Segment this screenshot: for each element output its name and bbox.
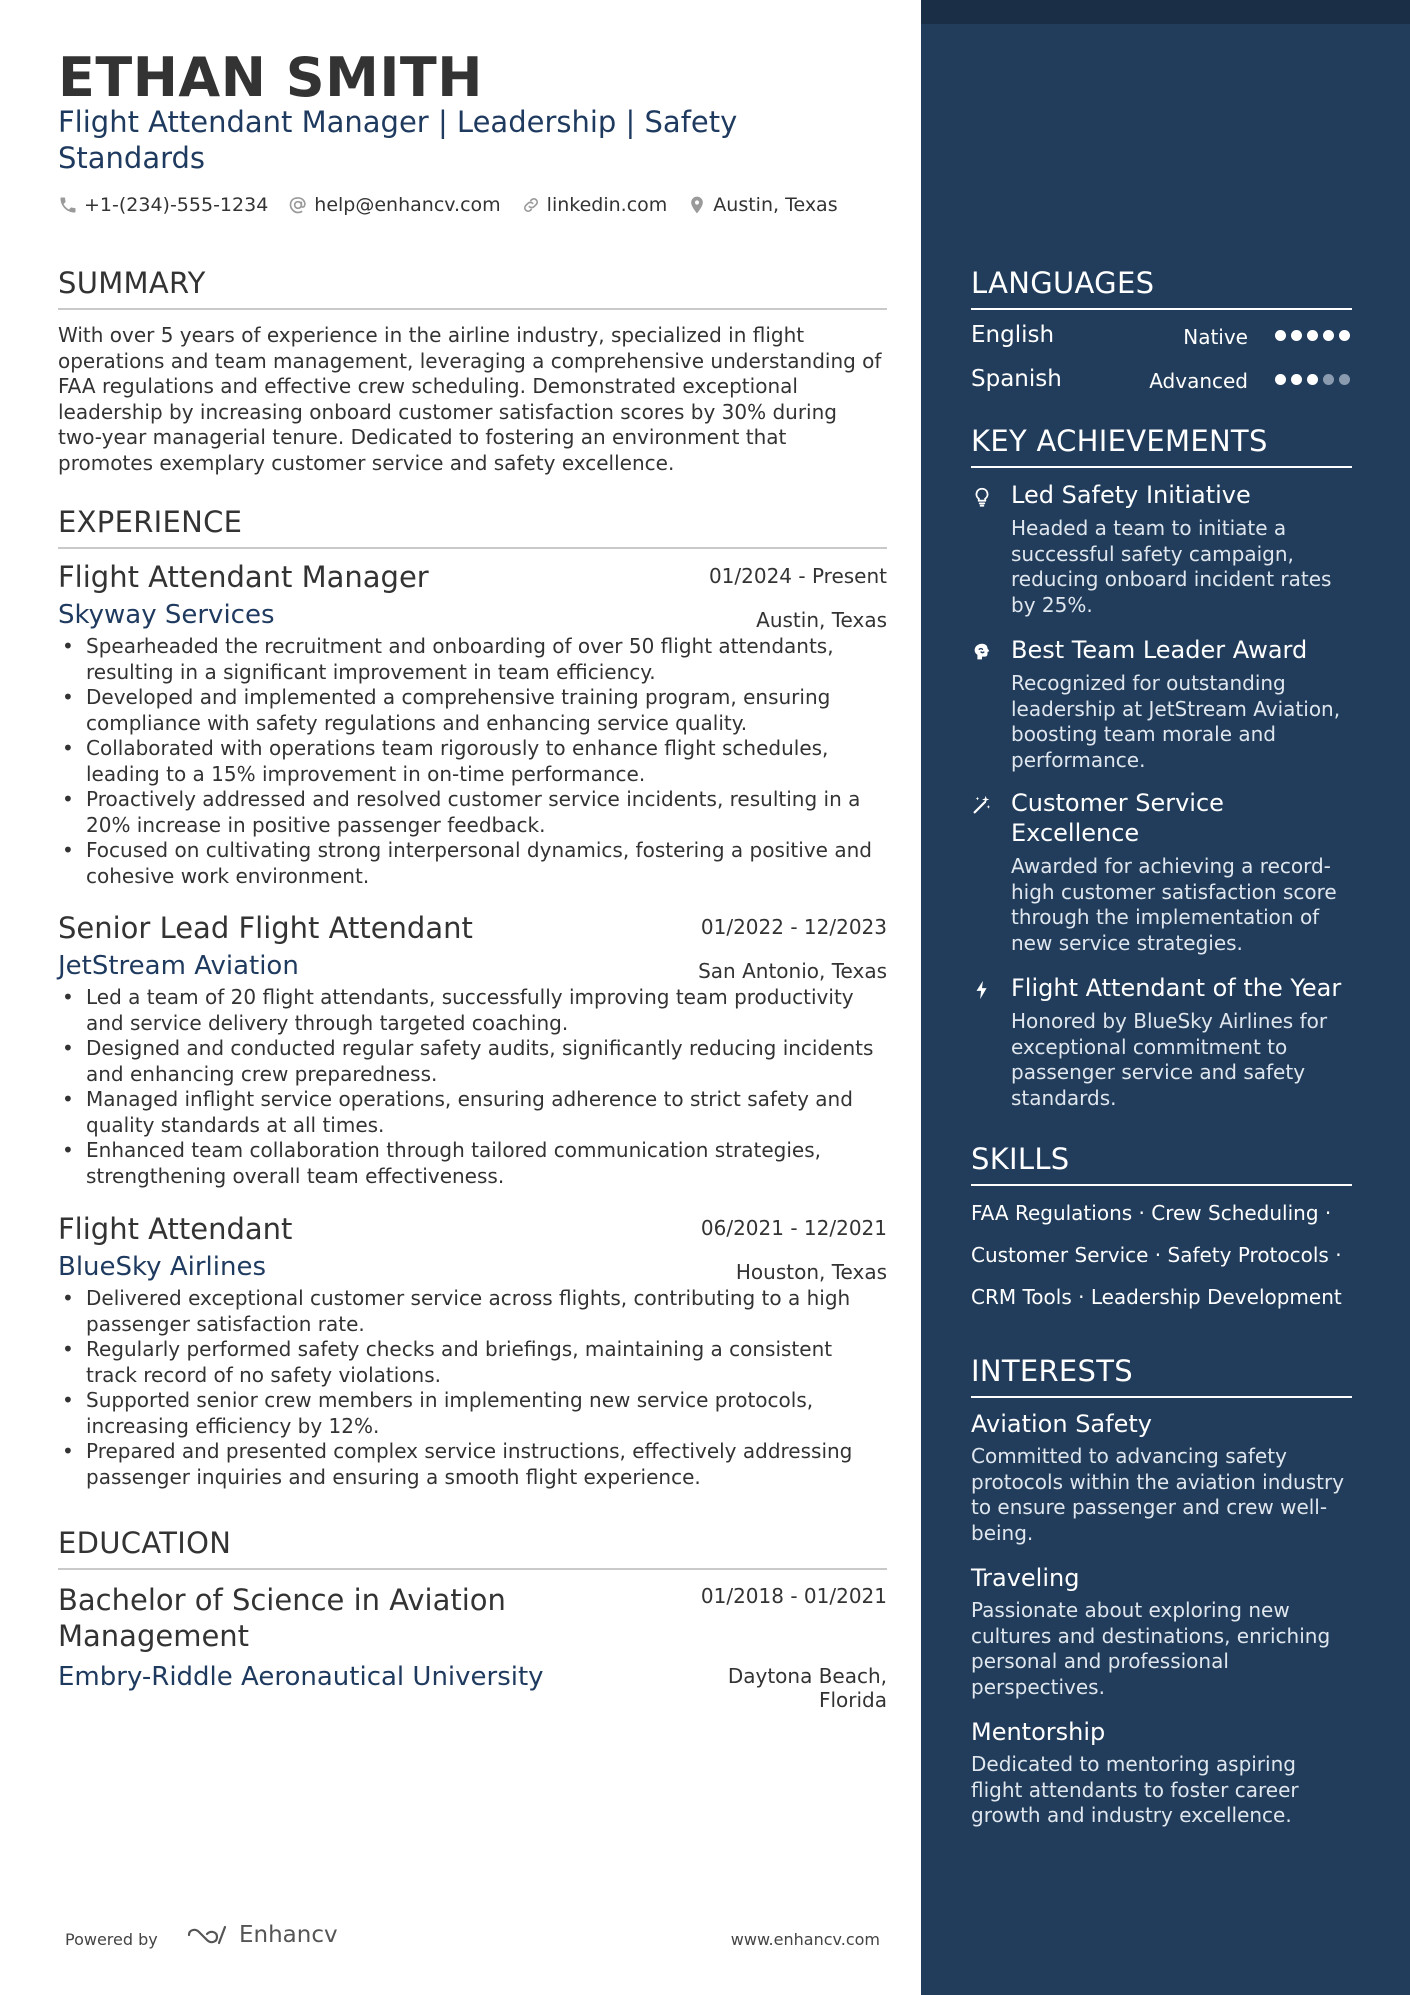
bullet: • Delivered exceptional customer service across flights, contributing to a high passenger satisfaction rate. — [58, 1286, 887, 1337]
dot-filled — [1291, 374, 1302, 385]
skills-heading: SKILLS — [971, 1142, 1352, 1186]
achievement-desc: Recognized for outstanding leadership at JetStream Aviation, boosting team morale and performance. — [1011, 671, 1341, 772]
bullet: • Supported senior crew members in implementing new service protocols, increasing efficiency by 12%. — [58, 1388, 887, 1439]
dot-filled — [1307, 374, 1318, 385]
contact-text: +1-(234)-555-1234 — [84, 194, 269, 216]
contact-text: Austin, Texas — [713, 194, 838, 216]
brand-name: Enhancv — [239, 1922, 338, 1948]
job-title: Flight Attendant Manager — [58, 560, 429, 594]
achievements-heading: KEY ACHIEVEMENTS — [971, 424, 1352, 468]
proficiency-dots — [1275, 374, 1350, 385]
at-icon — [288, 195, 308, 215]
bullet: • Managed inflight service operations, ensuring adherence to strict safety and quality standards at all times. — [58, 1087, 887, 1138]
interest-title: Aviation Safety — [971, 1410, 1152, 1438]
interest-item — [971, 1718, 1352, 1829]
job-entry — [58, 560, 887, 889]
sidebar — [921, 0, 1410, 1995]
company-name: BlueSky Airlines — [58, 1252, 266, 1282]
powered-by-label: Powered by — [65, 1930, 158, 1949]
footer — [65, 1922, 880, 1949]
degree: Bachelor of Science in Aviation Management — [58, 1583, 506, 1653]
bullet: • Collaborated with operations team rigorously to enhance flight schedules, leading to a 15% improvement in on-time performance. — [58, 736, 887, 787]
language-level: Advanced — [1149, 369, 1248, 393]
job-location: San Antonio, Texas — [698, 959, 887, 983]
education-heading: EDUCATION — [58, 1526, 887, 1570]
job-title: Senior Lead Flight Attendant — [58, 911, 473, 945]
magic-wand-icon — [971, 794, 993, 816]
interests-heading: INTERESTS — [971, 1354, 1352, 1398]
bullet: • Prepared and presented complex service instructions, effectively addressing passenger inquiries and ensuring a smooth flight experience. — [58, 1439, 887, 1490]
achievement-item — [971, 480, 1352, 618]
interest-item — [971, 1410, 1352, 1546]
interest-desc: Dedicated to mentoring aspiring flight attendants to foster career growth and industry excellence. — [971, 1752, 1299, 1827]
interest-title: Traveling — [971, 1564, 1080, 1592]
lightning-icon — [971, 979, 993, 1001]
interest-title: Mentorship — [971, 1718, 1106, 1746]
bullet: • Developed and implemented a comprehensive training program, ensuring compliance with safety regulations and enhancing service quality. — [58, 685, 887, 736]
footer-url[interactable]: www.enhancv.com — [730, 1930, 880, 1949]
skills-list — [971, 1192, 1371, 1318]
phone-icon — [58, 195, 78, 215]
dot-empty — [1339, 374, 1350, 385]
contact-location — [687, 194, 837, 216]
brain-icon — [971, 641, 993, 663]
interest-desc: Committed to advancing safety protocols within the aviation industry to ensure passenger and crew well-being. — [971, 1444, 1345, 1545]
achievement-title: Flight Attendant of the Year — [1011, 974, 1342, 1002]
job-title: Flight Attendant — [58, 1212, 293, 1246]
dot-filled — [1323, 330, 1334, 341]
job-entry — [58, 1212, 887, 1490]
dot-filled — [1339, 330, 1350, 341]
location-icon — [687, 195, 707, 215]
interest-desc: Passionate about exploring new cultures and destinations, enriching personal and professional perspectives. — [971, 1598, 1331, 1699]
job-date: 01/2024 - Present — [708, 564, 887, 588]
dot-filled — [1275, 374, 1286, 385]
achievement-item — [971, 635, 1352, 773]
skills-line: CRM Tools · Leadership Development — [971, 1285, 1342, 1309]
school-name: Embry-Riddle Aeronautical University — [58, 1662, 544, 1692]
language-name: English — [971, 322, 1055, 348]
job-date: 06/2021 - 12/2021 — [700, 1216, 887, 1240]
language-row — [971, 322, 1352, 348]
link-icon — [521, 195, 541, 215]
achievement-title: Led Safety Initiative — [1011, 481, 1251, 509]
achievement-desc: Awarded for achieving a record-high customer satisfaction score through the implementation of new service strategies. — [1011, 854, 1337, 955]
bullet: • Focused on cultivating strong interpersonal dynamics, fostering a positive and cohesive work environment. — [58, 838, 887, 889]
headline: Flight Attendant Manager | Leadership | Safety Standards — [58, 105, 738, 175]
summary-text: With over 5 years of experience in the airline industry, specialized in flight operations and team management, leveraging a comprehensive understanding of FAA regulations and effective crew scheduling. Demonstrated exceptional leadership by increasing onboard customer satisfaction scores by 30% during two-year managerial tenure. Dedicated to fostering an environment that promotes exemplary customer service and safety excellence. — [58, 323, 882, 475]
bullet: • Designed and conducted regular safety audits, significantly reducing incidents and enhancing crew preparedness. — [58, 1036, 887, 1087]
bullet: • Spearheaded the recruitment and onboarding of over 50 flight attendants, resulting in a significant improvement in team efficiency. — [58, 634, 887, 685]
achievement-item — [971, 788, 1352, 956]
summary-heading: SUMMARY — [58, 266, 887, 310]
bullet: • Led a team of 20 flight attendants, successfully improving team productivity and service delivery through targeted coaching. — [58, 985, 887, 1036]
company-name: JetStream Aviation — [58, 951, 299, 981]
enhancv-logo[interactable] — [185, 1922, 338, 1948]
contact-phone[interactable] — [58, 194, 268, 216]
skills-line: Customer Service · Safety Protocols · — [971, 1243, 1342, 1267]
experience-heading: EXPERIENCE — [58, 505, 887, 549]
achievement-desc: Headed a team to initiate a successful safety campaign, reducing onboard incident rates by 25%. — [1011, 516, 1332, 617]
sidebar-top-band — [921, 0, 1410, 24]
skills-line: FAA Regulations · Crew Scheduling · — [971, 1201, 1332, 1225]
education-date: 01/2018 - 01/2021 — [700, 1584, 887, 1608]
contact-bar — [58, 194, 838, 216]
contact-text: help@enhancv.com — [314, 194, 501, 216]
job-location: Houston, Texas — [735, 1260, 887, 1284]
languages-heading: LANGUAGES — [971, 266, 1352, 310]
achievement-title: Customer Service Excellence — [1011, 789, 1224, 847]
bullet: • Regularly performed safety checks and briefings, maintaining a consistent track record of no safety violations. — [58, 1337, 887, 1388]
achievement-item — [971, 973, 1352, 1111]
dot-filled — [1291, 330, 1302, 341]
language-name: Spanish — [971, 366, 1062, 392]
job-date: 01/2022 - 12/2023 — [700, 915, 887, 939]
education-entry — [58, 1582, 887, 1712]
interest-item — [971, 1564, 1352, 1700]
enhancv-logo-icon — [185, 1923, 231, 1947]
bullet: • Proactively addressed and resolved customer service incidents, resulting in a 20% increase in positive passenger feedback. — [58, 787, 887, 838]
job-bullets — [58, 1286, 887, 1490]
job-location: Austin, Texas — [756, 608, 887, 632]
candidate-name: ETHAN SMITH — [58, 46, 483, 109]
achievement-desc: Honored by BlueSky Airlines for exceptional commitment to passenger service and safety standards. — [1011, 1009, 1328, 1110]
language-row — [971, 366, 1352, 392]
contact-email[interactable] — [288, 194, 500, 216]
dot-empty — [1323, 374, 1334, 385]
proficiency-dots — [1275, 330, 1350, 341]
language-level: Native — [1183, 325, 1248, 349]
contact-text: linkedin.com — [546, 194, 668, 216]
company-name: Skyway Services — [58, 600, 275, 630]
bullet: • Enhanced team collaboration through tailored communication strategies, strengthening overall team effectiveness. — [58, 1138, 887, 1189]
job-bullets — [58, 985, 887, 1189]
job-entry — [58, 911, 887, 1189]
contact-linkedin[interactable] — [521, 194, 668, 216]
dot-filled — [1275, 330, 1286, 341]
dot-filled — [1307, 330, 1318, 341]
lightbulb-icon — [971, 486, 993, 508]
school-location: Daytona Beach, Florida — [727, 1664, 887, 1712]
job-bullets — [58, 634, 887, 889]
achievement-title: Best Team Leader Award — [1011, 636, 1308, 664]
